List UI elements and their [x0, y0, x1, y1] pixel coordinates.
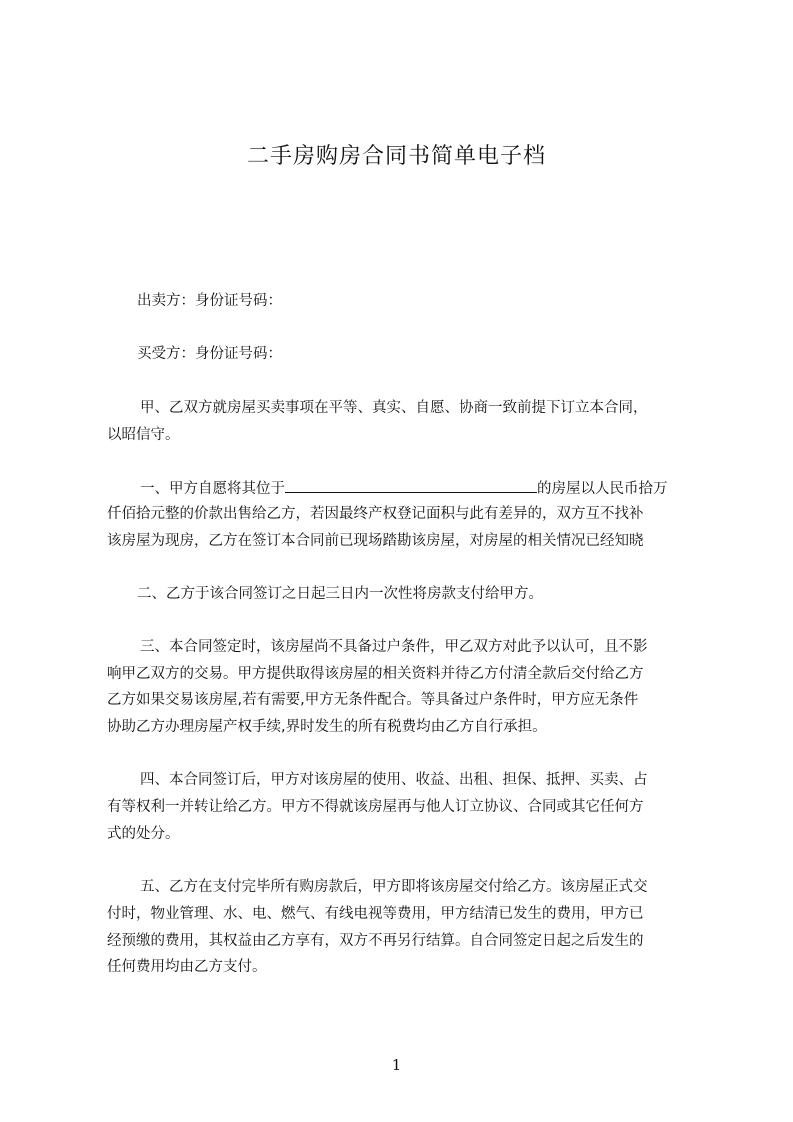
intro-line: 甲、乙双方就房屋买卖事项在平等、真实、自愿、协商一致前提下订立本合同，	[140, 400, 648, 416]
clause-5-line: 经预缴的费用，其权益由乙方享有，双方不再另行结算。自合同签定日起之后发生的	[107, 933, 644, 949]
clause-2: 二、乙方于该合同签订之日起三日内一次性将房款支付给甲方。	[137, 586, 543, 602]
clause-3-line: 响甲乙双方的交易。甲方提供取得该房屋的相关资料并待乙方付清全款后交付给乙方	[107, 666, 644, 682]
address-blank	[285, 478, 537, 493]
clause-4-line: 四、本合同签订后，甲方对该房屋的使用、收益、出租、担保、抵押、买卖、占	[140, 772, 648, 788]
clause-1-first-line	[140, 478, 668, 499]
seller-line: 出卖方：身份证号码：	[137, 293, 282, 309]
clause-5-line: 任何费用均由乙方支付。	[107, 959, 267, 975]
intro-line: 以昭信守。	[107, 427, 180, 443]
clause-1-suffix: 的房屋以人民币拾万	[537, 481, 668, 497]
clause-1-line: 仟佰拾元整的价款出售给乙方，若因最终产权登记面积与此有差异的，双方互不找补	[107, 506, 644, 522]
clause-3-line: 三、本合同签定时，该房屋尚不具备过户条件，甲乙双方对此予以认可，且不影	[140, 639, 648, 655]
page-number: 1	[391, 1056, 402, 1074]
clause-4-line: 有等权利一并转让给乙方。甲方不得就该房屋再与他人订立协议、合同或其它任何方	[107, 799, 644, 815]
clause-5-line: 付时，物业管理、水、电、燃气、有线电视等费用，甲方结清已发生的费用，甲方已	[107, 906, 644, 922]
clause-1-line: 该房屋为现房，乙方在签订本合同前已现场踏勘该房屋，对房屋的相关情况已经知晓	[107, 533, 644, 549]
clause-3-line: 乙方如果交易该房屋,若有需要,甲方无条件配合。等具备过户条件时，甲方应无条件	[107, 692, 639, 708]
clause-4-line: 式的处分。	[107, 826, 180, 842]
document-title: 二手房购房合同书简单电子档	[246, 144, 546, 169]
clause-3-line: 协助乙方办理房屋产权手续,界时发生的所有税费均由乙方自行承担。	[107, 719, 547, 735]
clause-5-line: 五、乙方在支付完毕所有购房款后，甲方即将该房屋交付给乙方。该房屋正式交	[140, 879, 648, 895]
buyer-line: 买受方：身份证号码：	[137, 346, 282, 362]
clause-1-prefix: 一、甲方自愿将其位于	[140, 481, 285, 497]
